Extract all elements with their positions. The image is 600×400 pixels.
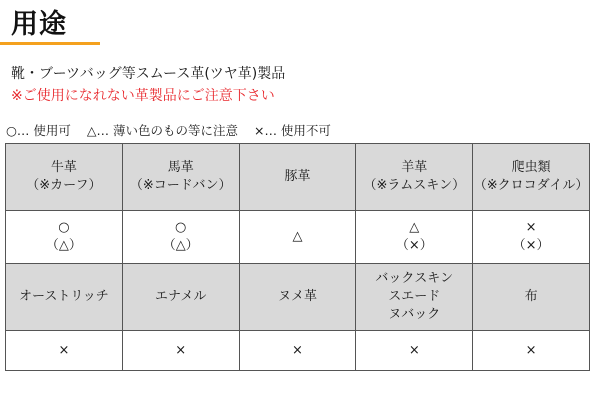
leather-note: （※カーフ） [26,178,102,193]
usage-symbol: × [525,220,537,235]
leather-name: 豚革 [284,169,311,184]
usage-symbol: △ [409,220,420,235]
usage-table [5,143,590,371]
usage-value-cell [473,331,590,371]
leather-note: （※ラムスキン） [363,178,466,193]
usage-symbol: △ [292,229,303,244]
leather-name-cell [6,264,123,331]
leather-name-cell [356,264,473,331]
usage-symbol: × [292,342,303,358]
leather-name: 羊革 [401,160,428,175]
leather-name-cell [356,144,473,211]
leather-note: （※コードバン） [129,178,232,193]
usage-symbol-alt: （△） [162,238,199,253]
leather-name: 牛革 [50,160,77,175]
leather-name-cell [122,144,239,211]
leather-name-cell [6,144,123,211]
leather-name: エナメル [154,289,207,304]
title-underline [0,42,100,45]
usage-symbol: ○ [175,220,187,235]
symbol-legend [6,121,331,139]
description-line: 靴・ブーツバッグ等スムース革(ツヤ革)製品 [11,66,286,82]
leather-name: 馬革 [167,160,194,175]
legend-ok: ○… 使用可 [6,123,71,138]
leather-name: 布 [524,289,538,304]
table-value-row [6,211,590,264]
warning-note: ※ご使用になれない革製品にご注意下さい [11,88,275,104]
usage-value-cell [356,211,473,264]
legend-caution: △… 薄い色のもの等に注意 [86,123,238,138]
usage-symbol-alt: （×） [395,238,433,253]
usage-value-cell [356,331,473,371]
usage-symbol-alt: （×） [512,238,550,253]
leather-name: バックスキン [375,271,454,286]
usage-value-cell [6,331,123,371]
usage-symbol: × [175,342,187,358]
usage-value-cell [473,211,590,264]
usage-symbol: × [525,342,537,358]
leather-name: スエード [388,289,441,304]
leather-name-cell [239,264,356,331]
leather-name-cell [473,144,590,211]
table-header-row [6,264,590,331]
usage-value-cell [122,331,239,371]
table-header-row [6,144,590,211]
leather-note: （※クロコダイル） [473,178,589,193]
leather-name: 爬虫類 [511,160,551,175]
legend-ng: ×… 使用不可 [253,123,331,138]
page-title: 用途 [11,9,67,40]
usage-symbol: × [408,342,420,358]
leather-name: オーストリッチ [18,289,109,304]
usage-value-cell [6,211,123,264]
table-value-row [6,331,590,371]
usage-value-cell [239,211,356,264]
usage-value-cell [122,211,239,264]
leather-name-cell [473,264,590,331]
usage-symbol: ○ [58,220,70,235]
usage-symbol-alt: （△） [45,238,82,253]
leather-name: ヌメ革 [277,289,317,304]
leather-name-cell [239,144,356,211]
leather-name: ヌバック [388,307,441,322]
usage-symbol: × [58,342,70,358]
description [11,63,285,107]
usage-value-cell [239,331,356,371]
leather-name-cell [122,264,239,331]
